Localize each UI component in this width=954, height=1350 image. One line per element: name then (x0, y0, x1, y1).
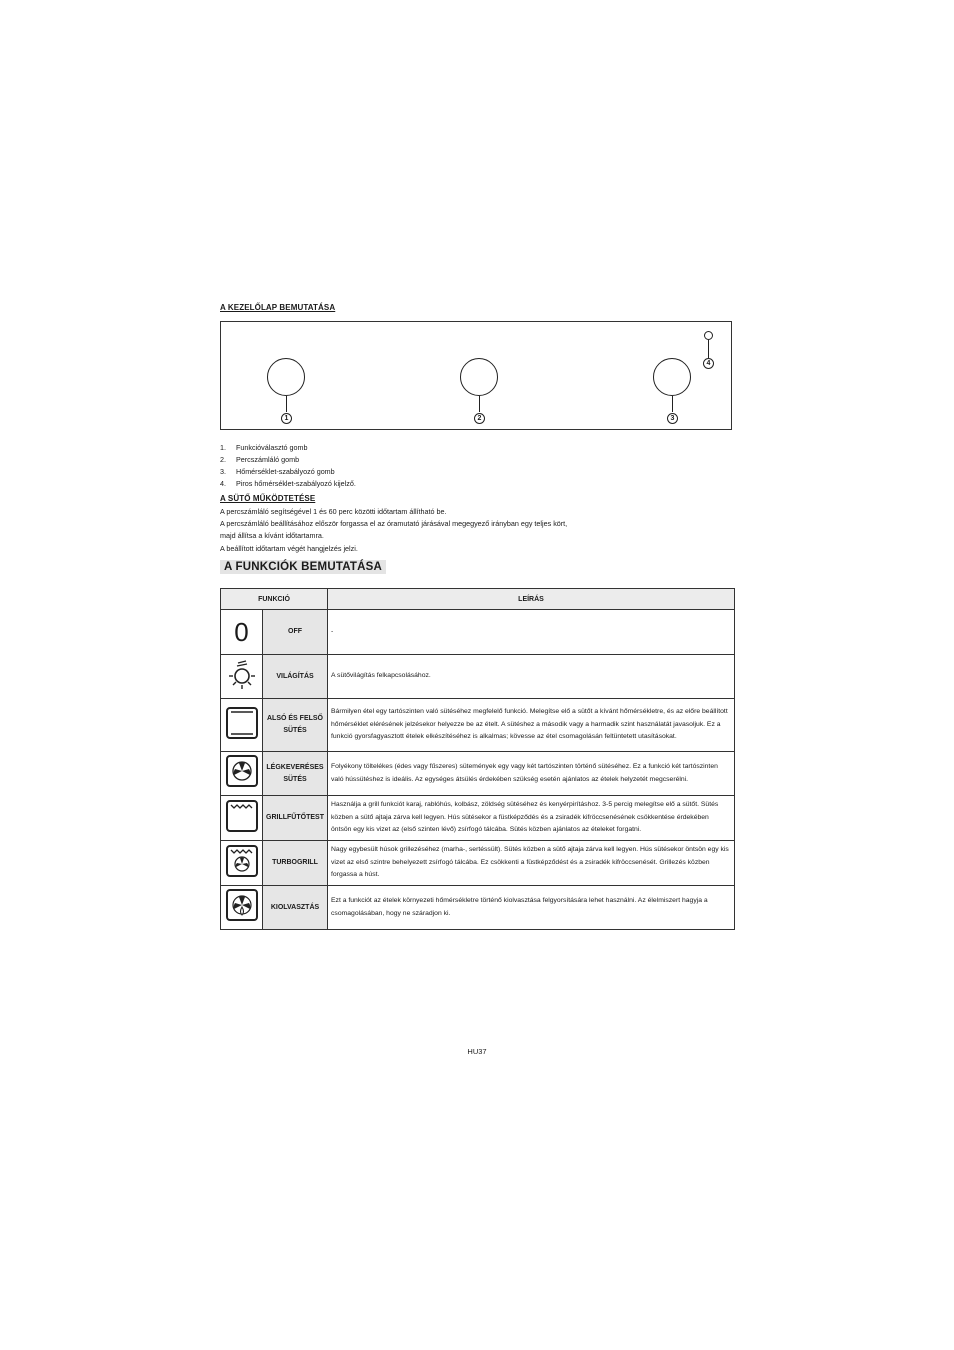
table-row (221, 610, 735, 655)
function-description: Használja a grill funkciót karaj, rablóhús, kolbász, zöldség sütéséhez és kenyérpirításhoz. 3-5 percig melegítse elő a sütőt. Sütés közben a sütő ajtaja zárva kell legyen. Hús sütésekor a füstképződés és a zsiradék kifröccsenésének csökkentése érdekében öntsön egy kis vizet az (első szinten lévő) zsírfogó tálcába. Sütés közben ajánlatos az ételeket forgatni. (328, 796, 735, 841)
zero-symbol-icon: 0 (221, 610, 263, 655)
fan-icon (221, 752, 263, 796)
operation-title: A SÜTŐ MŰKÖDTETÉSE (220, 494, 316, 503)
function-description: Folyékony töltelékes (édes vagy fűszeres) sütemények egy vagy két tartószinten történő sütéséhez. Ez a funkció két tartószinten való hússütéshez is ideális. Az egységes átsülés érdekében szükség esetén ajánlatos az ételek helyzetét megcserélni. (328, 752, 735, 796)
table-header-row (221, 589, 735, 610)
header-description: LEÍRÁS (328, 589, 735, 610)
function-name: GRILLFŰTŐTEST (263, 796, 328, 841)
function-description: Ezt a funkciót az ételek környezeti hőmérsékletre történő kiolvasztása felgyorsítására lehet használni. Az élelmiszert hagyja a csomagolásában, hogy ne száradjon ki. (328, 886, 735, 930)
function-description: Nagy egybesült húsok grillezéséhez (marha-, sertéssült). Sütés közben a sütő ajtaja zárva kell legyen. Hús sütésekor öntsön egy kis vizet az első szintre behelyezett zsírfogó tálcába. Ez csökkenti a füstképződést és a zsiradék kifröccsenését. Grillezés közben forgassa a húst. (328, 841, 735, 886)
function-name: VILÁGÍTÁS (263, 655, 328, 699)
thermostat-knob (653, 358, 691, 396)
legend-item: 1. Funkcióválasztó gomb (220, 443, 308, 452)
control-panel-diagram (220, 321, 732, 430)
table-row (221, 886, 735, 930)
panel-section-title: A KEZELŐLAP BEMUTATÁSA (220, 303, 336, 312)
callout-line (708, 340, 709, 358)
top-bottom-heating-icon (221, 699, 263, 752)
defrost-icon (221, 886, 263, 930)
callout-line (479, 396, 480, 412)
operation-line: majd állítsa a kívánt időtartamra. (220, 531, 324, 540)
turbo-grill-icon (221, 841, 263, 886)
function-knob (267, 358, 305, 396)
function-name: OFF (263, 610, 328, 655)
table-row (221, 752, 735, 796)
functions-heading: A FUNKCIÓK BEMUTATÁSA (220, 560, 386, 574)
function-description: - (328, 610, 735, 655)
callout-2: 2 (474, 413, 485, 424)
legend-item: 2. Percszámláló gomb (220, 455, 300, 464)
function-name: TURBOGRILL (263, 841, 328, 886)
operation-line: A beállított időtartam végét hangjelzés jelzi. (220, 544, 358, 553)
function-description: A sütővilágítás felkapcsolásához. (328, 655, 735, 699)
header-function: FUNKCIÓ (221, 589, 328, 610)
light-bulb-icon (221, 655, 263, 699)
function-name: KIOLVASZTÁS (263, 886, 328, 930)
callout-3: 3 (667, 413, 678, 424)
legend-item: 3. Hőmérséklet-szabályozó gomb (220, 467, 335, 476)
function-description: Bármilyen étel egy tartószinten való sütéséhez megfelelő funkció. Melegítse elő a sütőt a kívánt hőmérsékletre, és az előre beállított hőmérséklet elérésének jelzésekor helyezze be az ételt. A sütéshez a második vagy a harmadik szint használatát javasoljuk. Ez a funkció gyorsfagyasztott ételek elkészítéséhez is alkalmas; kövesse az étel csomagolásán feltüntetett utasításokat. (328, 699, 735, 752)
callout-4: 4 (703, 358, 714, 369)
table-row (221, 841, 735, 886)
operation-line: A percszámláló segítségével 1 és 60 perc közötti időtartam állítható be. (220, 507, 447, 516)
timer-knob (460, 358, 498, 396)
page-number: HU37 (467, 1047, 487, 1056)
table-row (221, 655, 735, 699)
operation-line: A percszámláló beállításához először forgassa el az óramutató járásával megegyező irányban egy teljes kört, (220, 519, 568, 528)
functions-table (220, 588, 735, 930)
callout-line (672, 396, 673, 412)
table-row (221, 796, 735, 841)
thermostat-lamp (704, 331, 713, 340)
callout-line (286, 396, 287, 412)
callout-1: 1 (281, 413, 292, 424)
legend-item: 4. Piros hőmérséklet-szabályozó kijelző. (220, 479, 356, 488)
function-name: LÉGKEVERÉSES SÜTÉS (263, 752, 328, 796)
table-row (221, 699, 735, 752)
function-name: ALSÓ ÉS FELSŐ SÜTÉS (263, 699, 328, 752)
grill-icon (221, 796, 263, 841)
